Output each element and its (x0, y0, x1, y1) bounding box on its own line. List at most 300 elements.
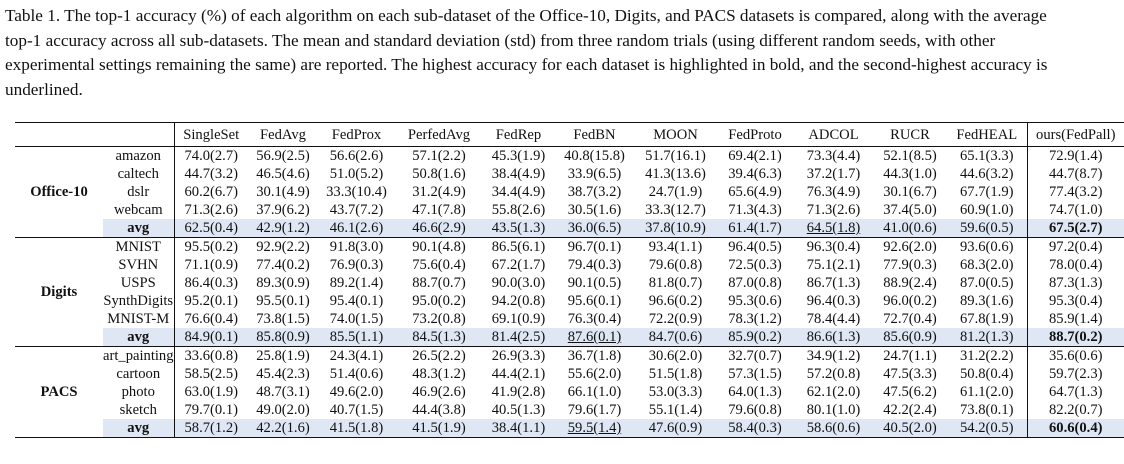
table-cell (248, 383, 318, 401)
table-cell (873, 201, 947, 219)
cell-value: 81.8(0.7) (648, 275, 703, 291)
cell-value: 30.6(2.0) (648, 348, 703, 364)
cell-value: 64.0(1.3) (728, 384, 782, 400)
cell-value: 44.4(2.1) (491, 366, 546, 382)
cell-value: 41.5(1.9) (412, 420, 466, 436)
table-cell (554, 401, 635, 419)
table-cell (554, 365, 635, 383)
cell-value: 54.2(0.5) (959, 420, 1014, 436)
cell-value: 30.5(1.6) (567, 202, 622, 218)
cell-value: 32.7(0.7) (728, 348, 782, 364)
table-cell (318, 365, 395, 383)
subdataset-name: sketch (103, 401, 174, 419)
table-cell (1027, 238, 1124, 257)
cell-value: 44.3(1.0) (883, 166, 937, 182)
column-header: ours(FedPall) (1027, 123, 1124, 147)
cell-value: 82.2(0.7) (1048, 402, 1103, 418)
cell-value: 87.6(0.1) (567, 329, 622, 345)
table-row (15, 347, 1124, 366)
table-cell (554, 310, 635, 328)
column-header: MOON (635, 123, 716, 147)
table-cell (716, 310, 794, 328)
cell-value: 77.9(0.3) (883, 257, 937, 273)
cell-value: 46.5(4.6) (256, 166, 310, 182)
table-cell (318, 256, 395, 274)
table-cell (947, 183, 1027, 201)
cell-value: 64.7(1.3) (1048, 384, 1103, 400)
table-cell (395, 201, 483, 219)
table-cell (794, 401, 873, 419)
cell-value: 41.0(0.6) (883, 220, 937, 236)
table-cell (1027, 165, 1124, 183)
cell-value: 77.4(3.2) (1048, 184, 1103, 200)
table-cell (248, 365, 318, 383)
table-cell (873, 310, 947, 328)
table-cell (483, 328, 554, 347)
table-cell (554, 419, 635, 438)
table-cell (318, 183, 395, 201)
table-cell (716, 256, 794, 274)
cell-value: 95.2(0.1) (184, 293, 238, 309)
cell-value: 74.7(1.0) (1048, 202, 1103, 218)
table-cell (873, 238, 947, 257)
table-cell (873, 219, 947, 238)
subdataset-name: caltech (103, 165, 174, 183)
table-cell (483, 256, 554, 274)
cell-value: 95.3(0.4) (1048, 293, 1103, 309)
table-cell (395, 365, 483, 383)
table-cell (395, 347, 483, 366)
cell-value: 69.1(0.9) (491, 311, 546, 327)
table-cell (318, 165, 395, 183)
table-cell (873, 383, 947, 401)
cell-value: 42.2(2.4) (883, 402, 937, 418)
table-cell (554, 347, 635, 366)
table-cell (1027, 365, 1124, 383)
table-cell (716, 201, 794, 219)
cell-value: 85.6(0.9) (883, 329, 937, 345)
table-body (15, 147, 1124, 438)
cell-value: 96.3(0.4) (806, 239, 861, 255)
cell-value: 90.1(0.5) (567, 275, 622, 291)
table-cell (483, 401, 554, 419)
header-blank (15, 123, 174, 147)
table-cell (248, 310, 318, 328)
table-cell (174, 365, 248, 383)
table-cell (1027, 401, 1124, 419)
cell-value: 55.6(2.0) (567, 366, 622, 382)
table-cell (635, 365, 716, 383)
table-cell (873, 147, 947, 166)
column-header: SingleSet (174, 123, 248, 147)
cell-value: 38.4(1.1) (491, 420, 546, 436)
cell-value: 59.7(2.3) (1048, 366, 1103, 382)
cell-value: 62.5(0.4) (184, 220, 238, 236)
cell-value: 95.4(0.1) (329, 293, 384, 309)
table-cell (635, 292, 716, 310)
cell-value: 26.5(2.2) (412, 348, 466, 364)
cell-value: 26.9(3.3) (491, 348, 546, 364)
cell-value: 34.4(4.9) (491, 184, 546, 200)
table-cell (716, 401, 794, 419)
table-cell (716, 347, 794, 366)
cell-value: 33.6(0.8) (184, 348, 238, 364)
table-cell (395, 274, 483, 292)
cell-value: 46.6(2.9) (412, 220, 466, 236)
table-cell (635, 219, 716, 238)
table-cell (794, 347, 873, 366)
table-cell (318, 401, 395, 419)
cell-value: 66.1(1.0) (567, 384, 622, 400)
cell-value: 93.4(1.1) (648, 239, 703, 255)
cell-value: 88.7(0.7) (412, 275, 466, 291)
table-cell (873, 365, 947, 383)
table-cell (716, 365, 794, 383)
cell-value: 59.5(1.4) (567, 420, 622, 436)
cell-value: 73.3(4.4) (806, 148, 861, 164)
cell-value: 36.7(1.8) (567, 348, 622, 364)
cell-value: 57.1(2.2) (412, 148, 466, 164)
table-cell (716, 238, 794, 257)
cell-value: 78.0(0.4) (1048, 257, 1103, 273)
table-cell (318, 419, 395, 438)
table-cell (395, 256, 483, 274)
table-cell (794, 183, 873, 201)
cell-value: 36.0(6.5) (567, 220, 622, 236)
cell-value: 65.1(3.3) (959, 148, 1014, 164)
cell-value: 49.0(2.0) (256, 402, 310, 418)
table-cell (174, 256, 248, 274)
table-row (15, 310, 1124, 328)
table-cell (554, 274, 635, 292)
column-header: FedAvg (248, 123, 318, 147)
table-cell (174, 419, 248, 438)
table-cell (1027, 383, 1124, 401)
cell-value: 47.6(0.9) (648, 420, 703, 436)
table-row (15, 147, 1124, 166)
table-cell (947, 292, 1027, 310)
table-cell (395, 165, 483, 183)
cell-value: 61.1(2.0) (959, 384, 1014, 400)
dataset-name: Office-10 (15, 147, 103, 238)
table-row (15, 256, 1124, 274)
table-cell (318, 201, 395, 219)
table-cell (483, 183, 554, 201)
table-cell (1027, 201, 1124, 219)
table-cell (248, 401, 318, 419)
cell-value: 51.0(5.2) (329, 166, 384, 182)
cell-value: 58.4(0.3) (728, 420, 782, 436)
cell-value: 75.6(0.4) (412, 257, 466, 273)
cell-value: 85.9(0.2) (728, 329, 782, 345)
table-cell (1027, 328, 1124, 347)
subdataset-name: webcam (103, 201, 174, 219)
table-cell (174, 183, 248, 201)
table-cell (947, 310, 1027, 328)
cell-value: 95.3(0.6) (728, 293, 782, 309)
cell-value: 74.0(1.5) (329, 311, 384, 327)
table-cell (174, 310, 248, 328)
column-header: FedProx (318, 123, 395, 147)
table-cell (318, 383, 395, 401)
cell-value: 93.6(0.6) (959, 239, 1014, 255)
table-cell (947, 256, 1027, 274)
cell-value: 24.7(1.9) (648, 184, 703, 200)
cell-value: 86.6(1.3) (806, 329, 861, 345)
cell-value: 43.5(1.3) (491, 220, 546, 236)
table-cell (554, 165, 635, 183)
cell-value: 96.0(0.2) (883, 293, 937, 309)
cell-value: 45.4(2.3) (256, 366, 310, 382)
cell-value: 45.3(1.9) (491, 148, 546, 164)
cell-value: 60.2(6.7) (184, 184, 238, 200)
table-cell (947, 328, 1027, 347)
cell-value: 97.2(0.4) (1048, 239, 1103, 255)
cell-value: 91.8(3.0) (329, 239, 384, 255)
table-cell (716, 328, 794, 347)
table-cell (554, 292, 635, 310)
cell-value: 58.7(1.2) (184, 420, 238, 436)
table-cell (395, 238, 483, 257)
cell-value: 69.4(2.1) (728, 148, 782, 164)
table-cell (635, 183, 716, 201)
cell-value: 88.9(2.4) (883, 275, 937, 291)
table-cell (794, 219, 873, 238)
table-cell (248, 292, 318, 310)
cell-value: 24.3(4.1) (329, 348, 384, 364)
cell-value: 33.9(6.5) (567, 166, 622, 182)
table-cell (554, 219, 635, 238)
table-cell (873, 183, 947, 201)
cell-value: 85.5(1.1) (329, 329, 384, 345)
cell-value: 44.4(3.8) (412, 402, 466, 418)
cell-value: 72.5(0.3) (728, 257, 782, 273)
table-cell (248, 347, 318, 366)
table-cell (635, 347, 716, 366)
table-cell (483, 365, 554, 383)
table-cell (1027, 310, 1124, 328)
cell-value: 44.7(8.7) (1048, 166, 1103, 182)
cell-value: 40.7(1.5) (329, 402, 384, 418)
table-cell (635, 147, 716, 166)
cell-value: 71.3(2.6) (806, 202, 861, 218)
table-cell (395, 328, 483, 347)
cell-value: 71.1(0.9) (184, 257, 238, 273)
cell-value: 86.5(6.1) (491, 239, 546, 255)
cell-value: 60.9(1.0) (959, 202, 1014, 218)
table-cell (1027, 347, 1124, 366)
table-cell (483, 347, 554, 366)
cell-value: 59.6(0.5) (959, 220, 1014, 236)
table-cell (873, 165, 947, 183)
cell-value: 47.1(7.8) (412, 202, 466, 218)
cell-value: 72.2(0.9) (648, 311, 703, 327)
table-cell (483, 219, 554, 238)
table-cell (174, 165, 248, 183)
table-cell (318, 328, 395, 347)
table-cell (248, 256, 318, 274)
cell-value: 56.9(2.5) (256, 148, 310, 164)
column-header: ADCOL (794, 123, 873, 147)
table-cell (483, 147, 554, 166)
dataset-name: Digits (15, 238, 103, 347)
cell-value: 78.3(1.2) (728, 311, 782, 327)
cell-value: 30.1(4.9) (256, 184, 310, 200)
table-cell (794, 165, 873, 183)
cell-value: 84.7(0.6) (648, 329, 703, 345)
cell-value: 62.1(2.0) (806, 384, 861, 400)
cell-value: 95.5(0.2) (184, 239, 238, 255)
cell-value: 35.6(0.6) (1048, 348, 1103, 364)
cell-value: 41.9(2.8) (491, 384, 546, 400)
cell-value: 48.3(1.2) (412, 366, 466, 382)
table-cell (248, 201, 318, 219)
cell-value: 71.3(4.3) (728, 202, 782, 218)
cell-value: 55.8(2.6) (491, 202, 546, 218)
table-row (15, 401, 1124, 419)
cell-value: 79.6(0.8) (648, 257, 703, 273)
subdataset-name: art_painting (103, 348, 174, 364)
cell-value: 24.7(1.1) (883, 348, 937, 364)
cell-value: 64.5(1.8) (806, 220, 861, 236)
cell-value: 41.3(13.6) (645, 166, 706, 182)
table-cell (248, 165, 318, 183)
table-cell (554, 201, 635, 219)
cell-value: 40.8(15.8) (564, 148, 625, 164)
cell-value: 88.7(0.2) (1048, 329, 1103, 345)
cell-value: 81.2(1.3) (959, 329, 1014, 345)
table-cell (873, 292, 947, 310)
cell-value: 72.9(1.4) (1048, 148, 1103, 164)
cell-value: 76.3(4.9) (806, 184, 861, 200)
subdataset-name: SynthDigits (103, 293, 174, 309)
table-cell (1027, 274, 1124, 292)
table-cell (483, 274, 554, 292)
cell-value: 38.7(3.2) (567, 184, 622, 200)
table-cell (248, 219, 318, 238)
table-cell (794, 292, 873, 310)
table-cell (947, 147, 1027, 166)
table-cell (395, 383, 483, 401)
table-cell (174, 347, 248, 366)
table-cell (318, 274, 395, 292)
table-cell (873, 419, 947, 438)
table-cell (248, 238, 318, 257)
cell-value: 50.8(1.6) (412, 166, 466, 182)
cell-value: 58.5(2.5) (184, 366, 238, 382)
cell-value: 33.3(12.7) (645, 202, 706, 218)
table-cell (794, 419, 873, 438)
cell-value: 68.3(2.0) (959, 257, 1014, 273)
cell-value: 79.6(0.8) (728, 402, 782, 418)
subdataset-name: USPS (103, 274, 174, 292)
cell-value: 63.0(1.9) (184, 384, 238, 400)
cell-value: 78.4(4.4) (806, 311, 861, 327)
table-cell (318, 219, 395, 238)
table-cell (794, 147, 873, 166)
cell-value: 57.3(1.5) (728, 366, 782, 382)
table-cell (318, 347, 395, 366)
results-table (15, 122, 1124, 438)
cell-value: 86.7(1.3) (806, 275, 861, 291)
cell-value: 25.8(1.9) (256, 348, 310, 364)
cell-value: 65.6(4.9) (728, 184, 782, 200)
cell-value: 52.1(8.5) (883, 148, 937, 164)
table-cell (483, 292, 554, 310)
table-cell (395, 292, 483, 310)
cell-value: 86.4(0.3) (184, 275, 238, 291)
avg-row (15, 219, 1124, 238)
table-cell (318, 310, 395, 328)
table-cell (716, 274, 794, 292)
table-cell (1027, 292, 1124, 310)
cell-value: 53.0(3.3) (648, 384, 703, 400)
cell-value: 79.7(0.1) (184, 402, 238, 418)
table-cell (947, 201, 1027, 219)
table-cell (873, 401, 947, 419)
cell-value: 73.8(1.5) (256, 311, 310, 327)
column-header: FedBN (554, 123, 635, 147)
table-cell (395, 310, 483, 328)
table-cell (554, 328, 635, 347)
table-cell (635, 310, 716, 328)
cell-value: 49.6(2.0) (329, 384, 384, 400)
table-cell (395, 147, 483, 166)
cell-value: 76.3(0.4) (567, 311, 622, 327)
table-cell (483, 238, 554, 257)
table-cell (635, 274, 716, 292)
avg-row (15, 328, 1124, 347)
cell-value: 85.8(0.9) (256, 329, 310, 345)
table-cell (318, 238, 395, 257)
cell-value: 71.3(2.6) (184, 202, 238, 218)
cell-value: 50.8(0.4) (959, 366, 1014, 382)
cell-value: 77.4(0.2) (256, 257, 310, 273)
table-cell (794, 328, 873, 347)
table-cell (483, 310, 554, 328)
cell-value: 89.3(0.9) (256, 275, 310, 291)
cell-value: 84.9(0.1) (184, 329, 238, 345)
cell-value: 61.4(1.7) (728, 220, 782, 236)
cell-value: 92.6(2.0) (883, 239, 937, 255)
table-cell (947, 347, 1027, 366)
cell-value: 87.3(1.3) (1048, 275, 1103, 291)
cell-value: 94.2(0.8) (491, 293, 546, 309)
table-cell (794, 365, 873, 383)
cell-value: 37.9(6.2) (256, 202, 310, 218)
table-cell (174, 292, 248, 310)
table-cell (1027, 147, 1124, 166)
cell-value: 72.7(0.4) (883, 311, 937, 327)
cell-value: 48.7(3.1) (256, 384, 310, 400)
cell-value: 51.4(0.6) (329, 366, 384, 382)
subdataset-name: avg (103, 219, 174, 238)
column-header: FedRep (483, 123, 554, 147)
cell-value: 90.0(3.0) (491, 275, 546, 291)
cell-value: 92.9(2.2) (256, 239, 310, 255)
table-cell (174, 274, 248, 292)
cell-value: 44.7(3.2) (184, 166, 238, 182)
table-cell (248, 419, 318, 438)
table-cell (174, 219, 248, 238)
cell-value: 76.6(0.4) (184, 311, 238, 327)
table-cell (794, 383, 873, 401)
column-header: PerfedAvg (395, 123, 483, 147)
cell-value: 44.6(3.2) (959, 166, 1014, 182)
cell-value: 60.6(0.4) (1048, 420, 1103, 436)
cell-value: 81.4(2.5) (491, 329, 546, 345)
cell-value: 79.4(0.3) (567, 257, 622, 273)
